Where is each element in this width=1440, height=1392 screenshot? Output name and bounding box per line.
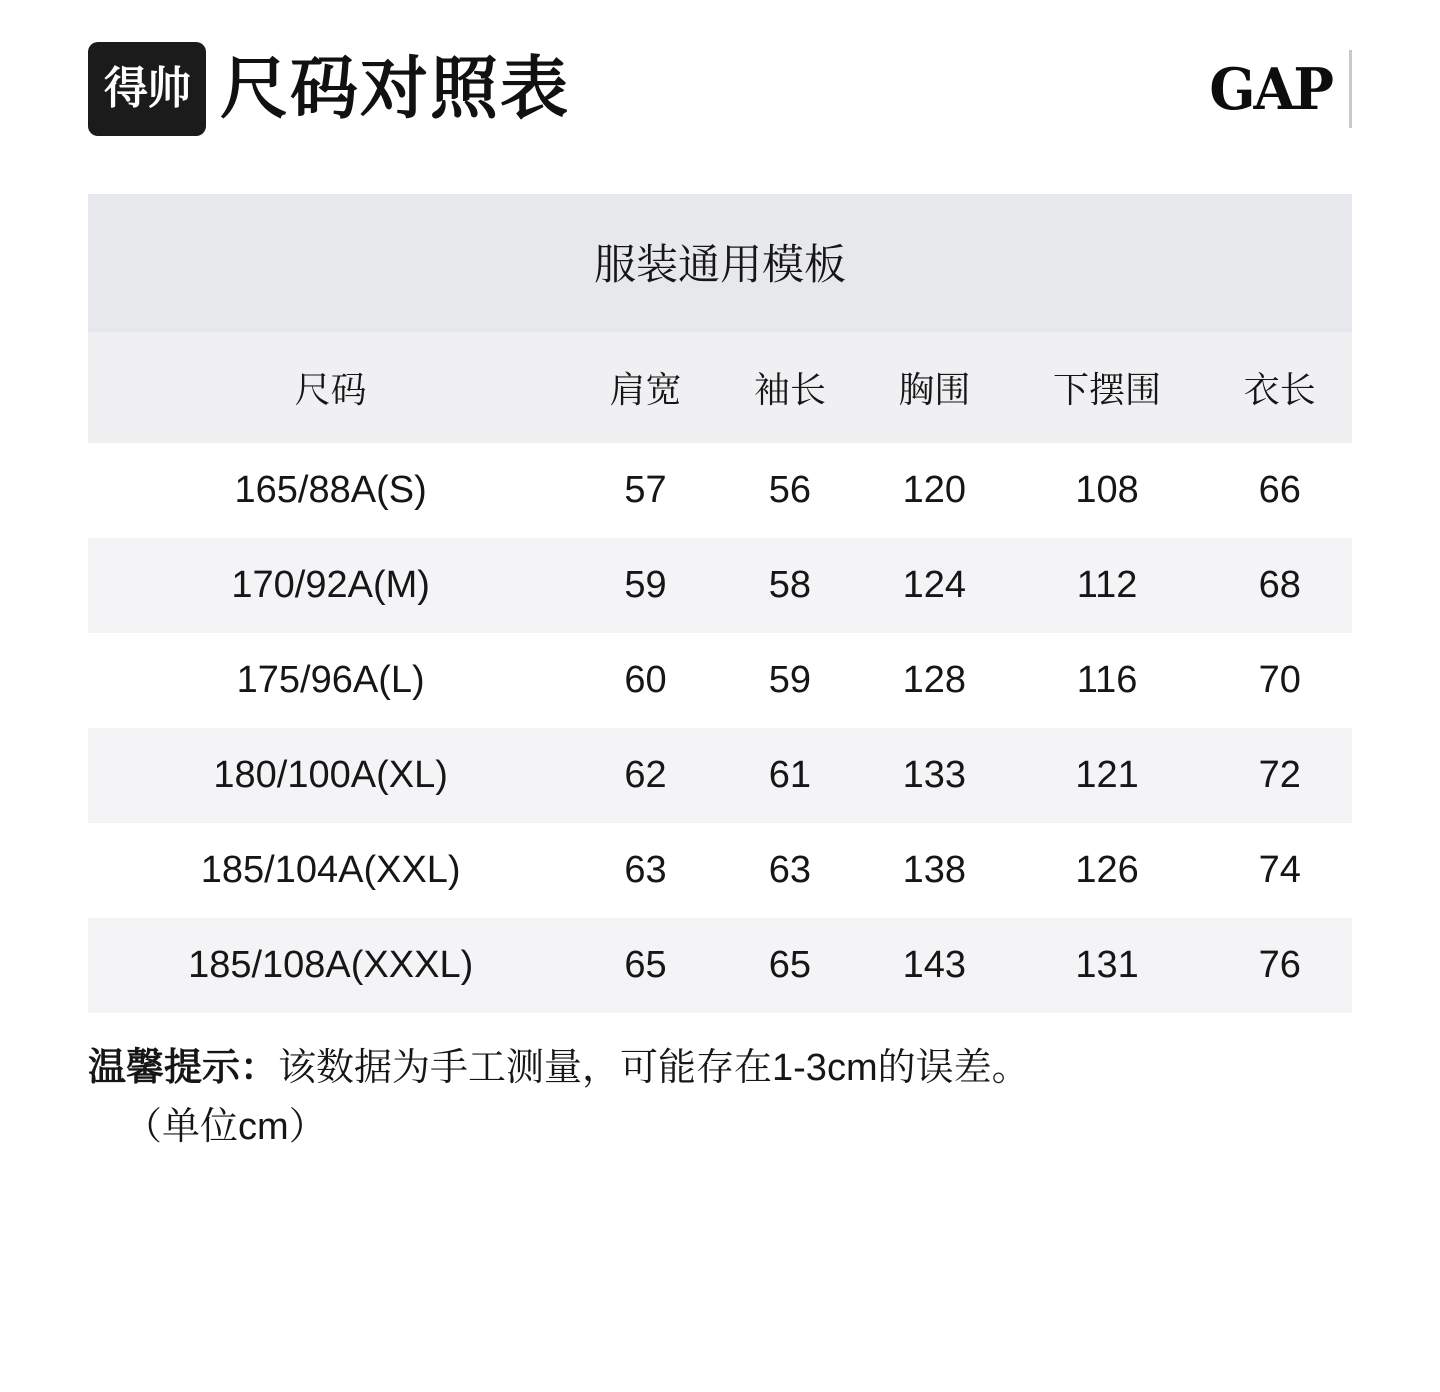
cell-bust: 128	[862, 633, 1006, 728]
cell-shoulder: 65	[573, 918, 717, 1013]
cell-size: 185/104A(XXL)	[88, 823, 573, 918]
cell-size: 170/92A(M)	[88, 538, 573, 633]
table-header-row	[88, 332, 1352, 443]
table-head	[88, 332, 1352, 443]
column-header-hem: 下摆围	[1007, 332, 1208, 443]
column-header-size: 尺码	[88, 332, 573, 443]
cell-hem: 131	[1007, 918, 1208, 1013]
cell-sleeve: 59	[718, 633, 862, 728]
table-row	[88, 728, 1352, 823]
cell-shoulder: 62	[573, 728, 717, 823]
cell-shoulder: 60	[573, 633, 717, 728]
cell-sleeve: 56	[718, 443, 862, 538]
cell-hem: 126	[1007, 823, 1208, 918]
cell-size: 180/100A(XL)	[88, 728, 573, 823]
cell-length: 76	[1208, 918, 1352, 1013]
cell-sleeve: 58	[718, 538, 862, 633]
table-row	[88, 633, 1352, 728]
brand-badge	[88, 42, 206, 136]
column-header-bust: 胸围	[862, 332, 1006, 443]
cell-length: 68	[1208, 538, 1352, 633]
cell-bust: 124	[862, 538, 1006, 633]
table-row	[88, 538, 1352, 633]
footer-note	[88, 1039, 1352, 1157]
cell-size: 165/88A(S)	[88, 443, 573, 538]
note-unit: （单位cm）	[124, 1105, 327, 1148]
note-text: 该数据为手工测量，可能存在1-3cm的误差。	[278, 1047, 1030, 1089]
cell-bust: 143	[862, 918, 1006, 1013]
cell-sleeve: 65	[718, 918, 862, 1013]
cell-size: 185/108A(XXXL)	[88, 918, 573, 1013]
page-title: 尺码对照表	[220, 51, 571, 127]
table-caption: 服装通用模板	[88, 194, 1352, 332]
cell-sleeve: 61	[718, 728, 862, 823]
cell-bust: 120	[862, 443, 1006, 538]
cell-length: 72	[1208, 728, 1352, 823]
table-row	[88, 443, 1352, 538]
note-label: 温馨提示：	[88, 1047, 279, 1089]
size-table	[88, 194, 1352, 1013]
gap-logo: GAP	[1209, 55, 1332, 123]
cell-shoulder: 59	[573, 538, 717, 633]
column-header-shoulder: 肩宽	[573, 332, 717, 443]
cell-bust: 138	[862, 823, 1006, 918]
size-table-wrap	[88, 194, 1352, 1013]
page-header	[0, 0, 1440, 150]
cell-shoulder: 63	[573, 823, 717, 918]
column-header-sleeve: 袖长	[718, 332, 862, 443]
brand-badge-label: 得帅	[104, 63, 190, 114]
cell-size: 175/96A(L)	[88, 633, 573, 728]
logo-divider	[1349, 50, 1352, 128]
cell-hem: 108	[1007, 443, 1208, 538]
table-row	[88, 823, 1352, 918]
table-body	[88, 443, 1352, 1013]
cell-hem: 121	[1007, 728, 1208, 823]
cell-hem: 116	[1007, 633, 1208, 728]
column-header-length: 衣长	[1208, 332, 1352, 443]
cell-shoulder: 57	[573, 443, 717, 538]
cell-bust: 133	[862, 728, 1006, 823]
cell-length: 70	[1208, 633, 1352, 728]
cell-length: 66	[1208, 443, 1352, 538]
cell-hem: 112	[1007, 538, 1208, 633]
cell-length: 74	[1208, 823, 1352, 918]
cell-sleeve: 63	[718, 823, 862, 918]
table-row	[88, 918, 1352, 1013]
gap-logo-wrap	[1209, 42, 1352, 136]
